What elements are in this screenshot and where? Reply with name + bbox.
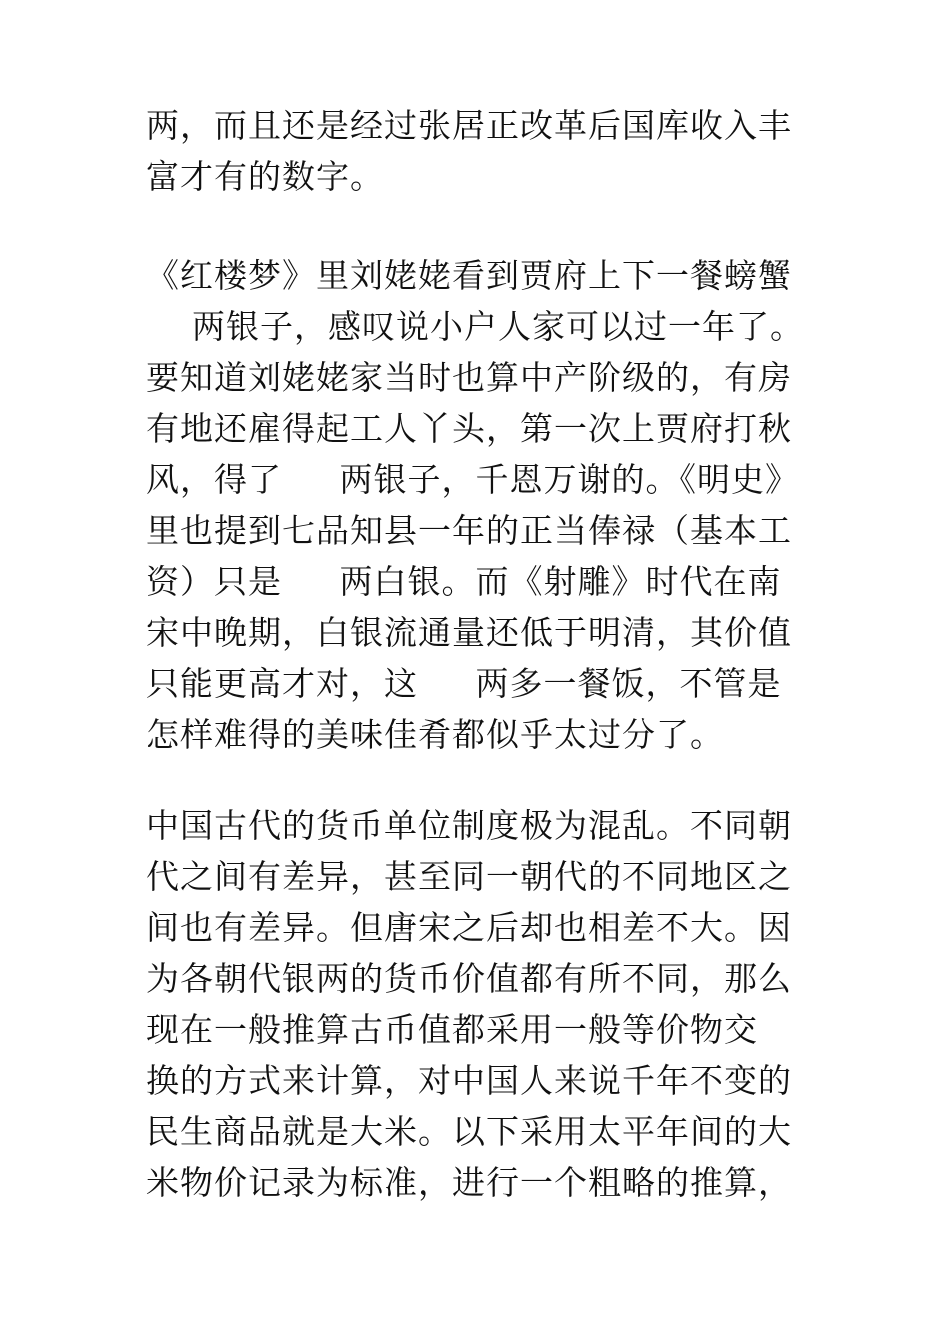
text-line: 有地还雇得起工人丫头，第一次上贾府打秋 bbox=[146, 409, 792, 448]
text-line: 里也提到七品知县一年的正当俸禄（基本工 bbox=[146, 511, 792, 550]
text-line: 要知道刘姥姥家当时也算中产阶级的，有房 bbox=[146, 358, 792, 397]
paragraph-1 bbox=[146, 100, 816, 202]
text-line: 《红楼梦》里刘姥姥看到贾府上下一餐螃蟹 bbox=[146, 256, 792, 295]
text-line: 间也有差异。但唐宋之后却也相差不大。因 bbox=[146, 908, 792, 947]
text-line: 两银子，感叹说小户人家可以过一年了。 bbox=[146, 307, 804, 346]
text-line: 怎样难得的美味佳肴都似乎太过分了。 bbox=[146, 715, 724, 754]
text-line: 宋中晚期，白银流通量还低于明清，其价值 bbox=[146, 613, 792, 652]
paragraph-3 bbox=[146, 800, 816, 1208]
text-line: 资）只是 两白银。而《射雕》时代在南 bbox=[146, 562, 782, 601]
text-line: 中国古代的货币单位制度极为混乱。不同朝 bbox=[146, 806, 792, 845]
paragraph-2 bbox=[146, 250, 816, 760]
text-line: 换的方式来计算，对中国人来说千年不变的 bbox=[146, 1061, 792, 1100]
text-line: 两，而且还是经过张居正改革后国库收入丰 bbox=[146, 106, 792, 145]
text-line: 民生商品就是大米。以下采用太平年间的大 bbox=[146, 1112, 792, 1151]
text-line: 现在一般推算古币值都采用一般等价物交 bbox=[146, 1010, 758, 1049]
text-line: 只能更高才对，这 两多一餐饭，不管是 bbox=[146, 664, 782, 703]
text-line: 米物价记录为标准，进行一个粗略的推算， bbox=[146, 1163, 792, 1202]
text-line: 风，得了 两银子，千恩万谢的。《明史》 bbox=[146, 460, 799, 499]
text-line: 富才有的数字。 bbox=[146, 157, 384, 196]
text-line: 为各朝代银两的货币价值都有所不同，那么 bbox=[146, 959, 792, 998]
text-line: 代之间有差异，甚至同一朝代的不同地区之 bbox=[146, 857, 792, 896]
